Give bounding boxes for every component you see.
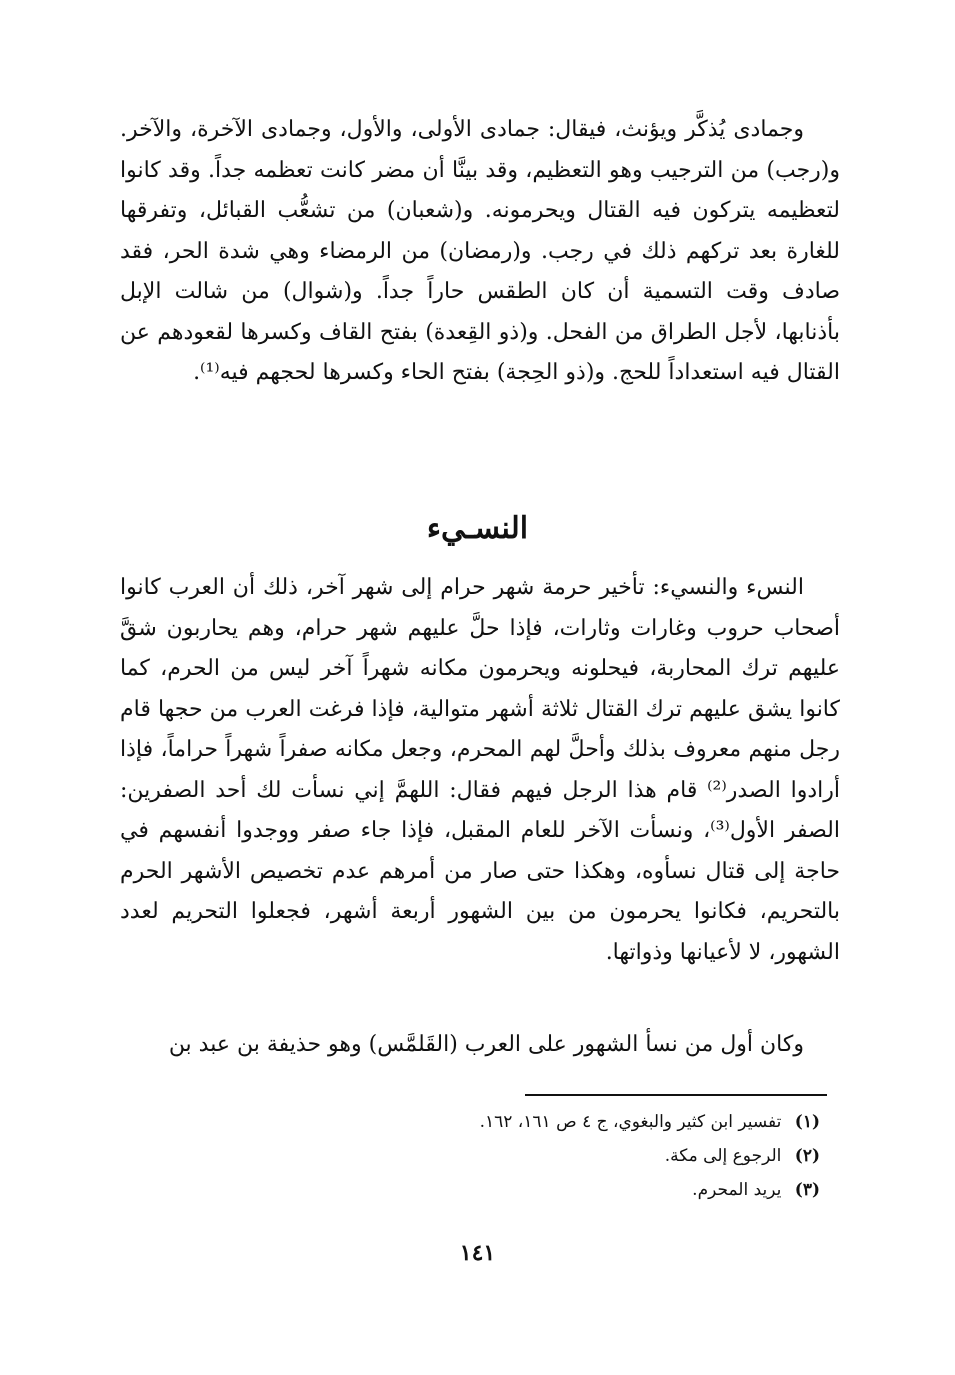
footnote-number: (١) (794, 1112, 820, 1132)
footnote-text: يريد المحرم. (692, 1180, 782, 1200)
body-paragraph-months (120, 110, 840, 394)
body-paragraph-nasi (120, 568, 840, 973)
footnote-text: تفسير ابن كثير والبغوي، ج ٤ ص ١٦١، ١٦٢. (479, 1112, 782, 1132)
footnote-item (360, 1139, 820, 1173)
footnote-item (360, 1173, 820, 1207)
footnote-item (360, 1105, 820, 1139)
paragraph-text: وجمادى يُذكَّر ويؤنث، فيقال: جمادى الأولى، والأول، وجمادى الآخرة، والآخر. و(رجب) من الترجيب وهو التعظيم، وقد بينَّا أن مضر كانت تعظمه جداً. وقد كانوا لتعظيمه يتركون فيه القتال ويحرمونه. و(شعبان) من تشعُّب القبائل، وتفرقها للغارة بعد تركهم ذلك في رجب. و(رمضان) من الرمضاء وهي شدة الحر، فقد صادف وقت التسمية أن كان الطقس حاراً جداً. و(شوال) من شالت الإبل بأذنابها، لأجل الطراق من الفحل. و(ذو القِعدة) بفتح القاف وكسرها لقعودهم عن القتال فيه استعداداً للحج. و(ذو الحِجة) بفتح الحاء وكسرها لحجهم فيه⁽¹⁾. (120, 117, 840, 385)
section-title: النسـيء (426, 511, 529, 546)
paragraph-text: النسء والنسيء: تأخير حرمة شهر حرام إلى شهر آخر، ذلك أن العرب كانوا أصحاب حروب وغارات وثارات، فإذا حلَّ عليهم شهر حرام، وهم يحاربون شقَّ عليهم ترك المحاربة، فيحلونه ويحرمون مكانه شهراً آخر ليس من الحرم، كما كانوا يشق عليهم ترك القتال ثلاثة أشهر متوالية، فإذا فرغت العرب من حجها قام رجل منهم معروف بذلك وأحلَّ لهم المحرم، وجعل مكانه صفراً شهراً حراماً، فإذا أرادوا الصدر⁽²⁾ قام هذا الرجل فيهم فقال: اللهمَّ إني نسأت لك أحد الصفرين: الصفر الأول⁽³⁾، ونسأت الآخر للعام المقبل، فإذا جاء صفر ووجدوا أنفسهم في حاجة إلى قتال نسأوه، وهكذا حتى صار من أمرهم عدم تخصيص الأشهر الحرم بالتحريم، فكانوا يحرمون من بين الشهور أربعة أشهر، فجعلوا التحريم لعدد الشهور، لا لأعيانها وذواتها. (120, 575, 840, 965)
footnote-number: (٣) (794, 1180, 820, 1200)
footnote-number: (٢) (794, 1146, 820, 1166)
footnote-text: الرجوع إلى مكة. (664, 1146, 782, 1166)
body-paragraph-qalammas (120, 1025, 840, 1066)
paragraph-text: وكان أول من نسأ الشهور على العرب (القَلمَّس) وهو حذيفة بن عبد بن (168, 1032, 804, 1057)
footnotes (360, 1105, 820, 1207)
footnote-divider (525, 1094, 827, 1096)
page-number: ١٤١ (459, 1240, 496, 1266)
